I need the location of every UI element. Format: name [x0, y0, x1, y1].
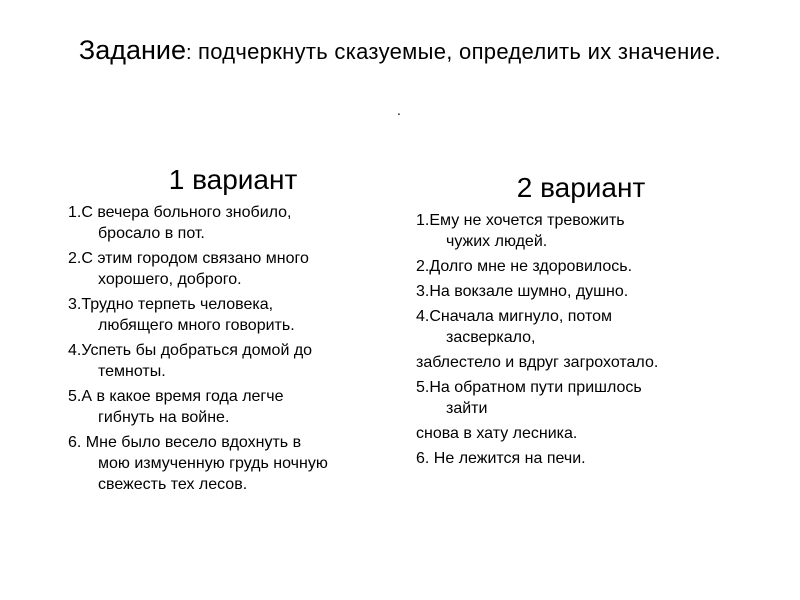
item-continuation: засверкало, — [446, 329, 536, 346]
item-continuation: зайти — [446, 400, 488, 417]
list-item — [68, 340, 398, 382]
item-text: заблестело и вдруг загрохотало. — [416, 354, 659, 371]
item-text: 6. Мне было весело вдохнуть в — [68, 434, 302, 451]
title-lead: Задание — [78, 35, 186, 65]
item-text: 4.Сначала мигнуло, потом — [416, 308, 613, 325]
list-item — [68, 248, 398, 290]
list-item — [416, 256, 746, 277]
item-continuation: бросало в пот. — [98, 225, 205, 242]
variant-2-heading: 2 вариант — [516, 172, 646, 203]
page-title — [40, 32, 760, 71]
list-item — [416, 306, 746, 348]
item-text: 3.Трудно терпеть человека, — [68, 296, 274, 313]
item-continuation: мою измученную грудь ночную свежесть тех лесов. — [98, 455, 328, 493]
title-rest: подчеркнуть сказуемые, определить их значение. — [191, 39, 722, 64]
item-text: 6. Не лежится на печи. — [416, 450, 586, 467]
title-colon: : — [186, 42, 192, 64]
item-text: снова в хату лесника. — [416, 425, 578, 442]
item-text: 2.Долго мне не здоровилось. — [416, 258, 633, 275]
list-item — [416, 210, 746, 252]
list-item — [68, 432, 398, 495]
list-item — [68, 294, 398, 336]
list-item — [416, 377, 746, 419]
item-text: 2.С этим городом связано много — [68, 250, 309, 267]
item-text: 1.Ему не хочется тревожить — [416, 212, 625, 229]
list-item — [416, 281, 746, 302]
variant-1-heading: 1 вариант — [168, 164, 298, 195]
list-item — [68, 386, 398, 428]
variant-2-column — [416, 162, 746, 473]
item-text: 5.На обратном пути пришлось — [416, 379, 642, 396]
item-continuation: гибнуть на войне. — [98, 409, 230, 426]
item-continuation: хорошего, доброго. — [98, 271, 242, 288]
item-continuation: темноты. — [98, 363, 166, 380]
item-continuation: любящего много говорить. — [98, 317, 295, 334]
list-item — [416, 352, 746, 373]
item-text: 3.На вокзале шумно, душно. — [416, 283, 629, 300]
item-text: 1.С вечера больного знобило, — [68, 204, 292, 221]
list-item — [416, 423, 746, 444]
title-dot: . — [397, 102, 401, 118]
list-item — [68, 202, 398, 244]
list-item — [416, 448, 746, 469]
item-text: 4.Успеть бы добраться домой до — [68, 342, 313, 359]
variant-1-column — [68, 162, 398, 499]
item-continuation: чужих людей. — [446, 233, 548, 250]
item-text: 5.А в какое время года легче — [68, 388, 284, 405]
